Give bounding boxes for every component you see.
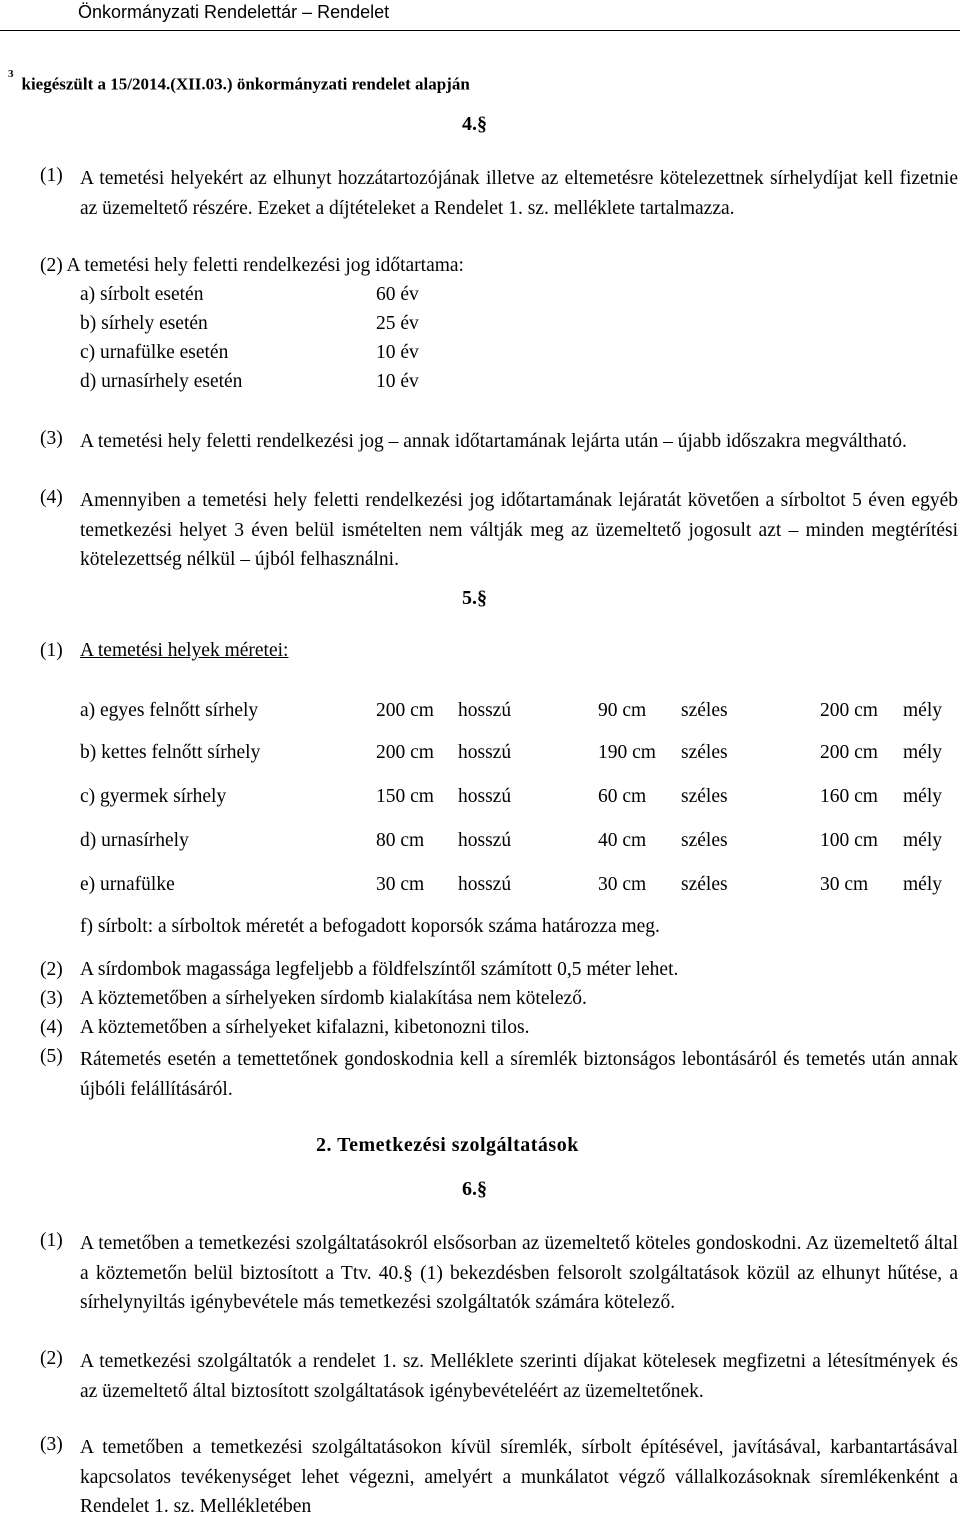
- dim-length-unit: hosszú: [458, 742, 512, 763]
- dim-depth-unit: mély: [903, 742, 942, 763]
- dim-width: 60 cm: [598, 786, 647, 807]
- table-row: [0, 786, 960, 816]
- dim-depth: 200 cm: [820, 700, 878, 721]
- dim-width: 30 cm: [598, 874, 647, 895]
- chapter-title: 2. Temetkezési szolgáltatások: [316, 1134, 579, 1156]
- s5-p1-text: A temetési helyek méretei:: [80, 640, 289, 661]
- s4-p3-text: A temetési hely feletti rendelkezési jog – annak időtartamának lejárta után – újabb időszakra megváltható.: [80, 431, 907, 452]
- dim-width: 90 cm: [598, 700, 647, 721]
- dim-depth-unit: mély: [903, 874, 942, 895]
- duration-label: c) urnafülke esetén: [80, 342, 229, 363]
- dim-width-unit: széles: [681, 830, 728, 851]
- s5-p2-number: (2): [40, 959, 63, 980]
- dim-width-unit: széles: [681, 874, 728, 895]
- table-row: [0, 700, 960, 730]
- dim-width-unit: széles: [681, 742, 728, 763]
- dim-type: c) gyermek sírhely: [80, 786, 227, 807]
- dim-length: 200 cm: [376, 742, 434, 763]
- table-row: [0, 742, 960, 772]
- page-header: [0, 0, 960, 31]
- dim-length: 30 cm: [376, 874, 425, 895]
- dim-type: e) urnafülke: [80, 874, 175, 895]
- dim-depth: 100 cm: [820, 830, 878, 851]
- dim-type: a) egyes felnőtt sírhely: [80, 700, 259, 721]
- dim-width: 190 cm: [598, 742, 656, 763]
- s5-p5-number: (5): [40, 1046, 63, 1067]
- section-5-heading: 5.§: [462, 587, 487, 609]
- duration-value: 25 év: [376, 313, 419, 334]
- s5-p4-text: A köztemetőben a sírhelyeket kifalazni, kibetonozni tilos.: [80, 1017, 530, 1038]
- s5-p1-number: (1): [40, 640, 63, 661]
- s4-p4-number: (4): [40, 487, 63, 508]
- duration-label: d) urnasírhely esetén: [80, 371, 243, 392]
- s4-p2-text: (2) A temetési hely feletti rendelkezési jog időtartama:: [40, 255, 464, 276]
- s5-p3-text: A köztemetőben a sírhelyeken sírdomb kialakítása nem kötelező.: [80, 988, 587, 1009]
- section-6-heading: 6.§: [462, 1178, 487, 1200]
- dim-length-unit: hosszú: [458, 874, 512, 895]
- duration-value: 10 év: [376, 342, 419, 363]
- dim-type: d) urnasírhely: [80, 830, 189, 851]
- dim-length-unit: hosszú: [458, 786, 512, 807]
- header-title: Önkormányzati Rendelettár – Rendelet: [78, 2, 390, 22]
- footnote: [8, 68, 470, 95]
- s4-p1-number: (1): [40, 165, 63, 186]
- dim-depth: 200 cm: [820, 742, 878, 763]
- s6-p2-text: A temetkezési szolgáltatók a rendelet 1. sz. Melléklete szerinti díjakat kötelesek megfizetni a létesítmények és az üzemeltető által biztosított szolgáltatások igénybevételéért az üzemeltetőnek.: [80, 1351, 958, 1402]
- s6-p1-text: A temetőben a temetkezési szolgáltatásokról elsősorban az üzemeltető köteles gondoskodni. Az üzemeltető által a köztemetőn belül biztosított a Ttv. 40.§ (1) bekezdésben felsorolt szolgáltatások közül az elhunyt hűtése, a sírhelynyiltás igénybevétele más temetkezési szolgáltatók számára kötelező.: [80, 1233, 958, 1313]
- s4-p4-text: Amennyiben a temetési hely feletti rendelkezési jog időtartamának lejáratát követően a sírboltot 5 éven egyéb temetkezési helyet 3 éven belül ismételten nem váltják meg az üzemeltető jogosult azt – minden megtérítési kötelezettség nélkül – újból felhasználni.: [80, 490, 958, 570]
- s5-p4-number: (4): [40, 1017, 63, 1038]
- dim-width: 40 cm: [598, 830, 647, 851]
- table-row: [0, 874, 960, 904]
- section-4-heading: 4.§: [462, 113, 487, 135]
- dim-depth-unit: mély: [903, 830, 942, 851]
- dim-length: 150 cm: [376, 786, 434, 807]
- dim-width-unit: széles: [681, 700, 728, 721]
- footnote-text: kiegészült a 15/2014.(XII.03.) önkormányzati rendelet alapján: [21, 74, 470, 94]
- dim-length-unit: hosszú: [458, 830, 512, 851]
- dim-type: b) kettes felnőtt sírhely: [80, 742, 261, 763]
- s6-p1-number: (1): [40, 1230, 63, 1251]
- s4-p3-number: (3): [40, 428, 63, 449]
- s6-p3-number: (3): [40, 1434, 63, 1455]
- s6-p3-text: A temetőben a temetkezési szolgáltatásokon kívül síremlék, sírbolt építésével, javításával, karbantartásával kapcsolatos tevékenységet lehet végezni, amelyért a munkálatot végző vállalkozásoknak síremlékenként a Rendelet 1. sz. Mellékletében: [80, 1437, 958, 1517]
- dim-depth: 30 cm: [820, 874, 869, 895]
- dim-length-unit: hosszú: [458, 700, 512, 721]
- dim-depth: 160 cm: [820, 786, 878, 807]
- s6-p2-number: (2): [40, 1348, 63, 1369]
- dim-depth-unit: mély: [903, 700, 942, 721]
- s5-p3-number: (3): [40, 988, 63, 1009]
- s5-p5-text: Rátemetés esetén a temettetőnek gondoskodnia kell a síremlék biztonságos lebontásáról és temetés után annak újbóli felállításáról.: [80, 1049, 958, 1100]
- duration-label: b) sírhely esetén: [80, 313, 208, 334]
- duration-value: 60 év: [376, 284, 419, 305]
- duration-label: a) sírbolt esetén: [80, 284, 204, 305]
- s5-f-text: f) sírbolt: a sírboltok méretét a befogadott koporsók száma határozza meg.: [80, 916, 660, 937]
- footnote-mark: 3: [8, 68, 14, 80]
- dim-length: 200 cm: [376, 700, 434, 721]
- dim-depth-unit: mély: [903, 786, 942, 807]
- duration-value: 10 év: [376, 371, 419, 392]
- s5-p2-text: A sírdombok magassága legfeljebb a földfelszíntől számított 0,5 méter lehet.: [80, 959, 679, 980]
- table-row: [0, 830, 960, 860]
- s4-p1-text: A temetési helyekért az elhunyt hozzátartozójának illetve az eltemetésre kötelezettnek sírhelydíjat kell fizetnie az üzemeltető részére. Ezeket a díjtételeket a Rendelet 1. sz. melléklete tartalmazza.: [80, 168, 958, 219]
- dim-width-unit: széles: [681, 786, 728, 807]
- dim-length: 80 cm: [376, 830, 425, 851]
